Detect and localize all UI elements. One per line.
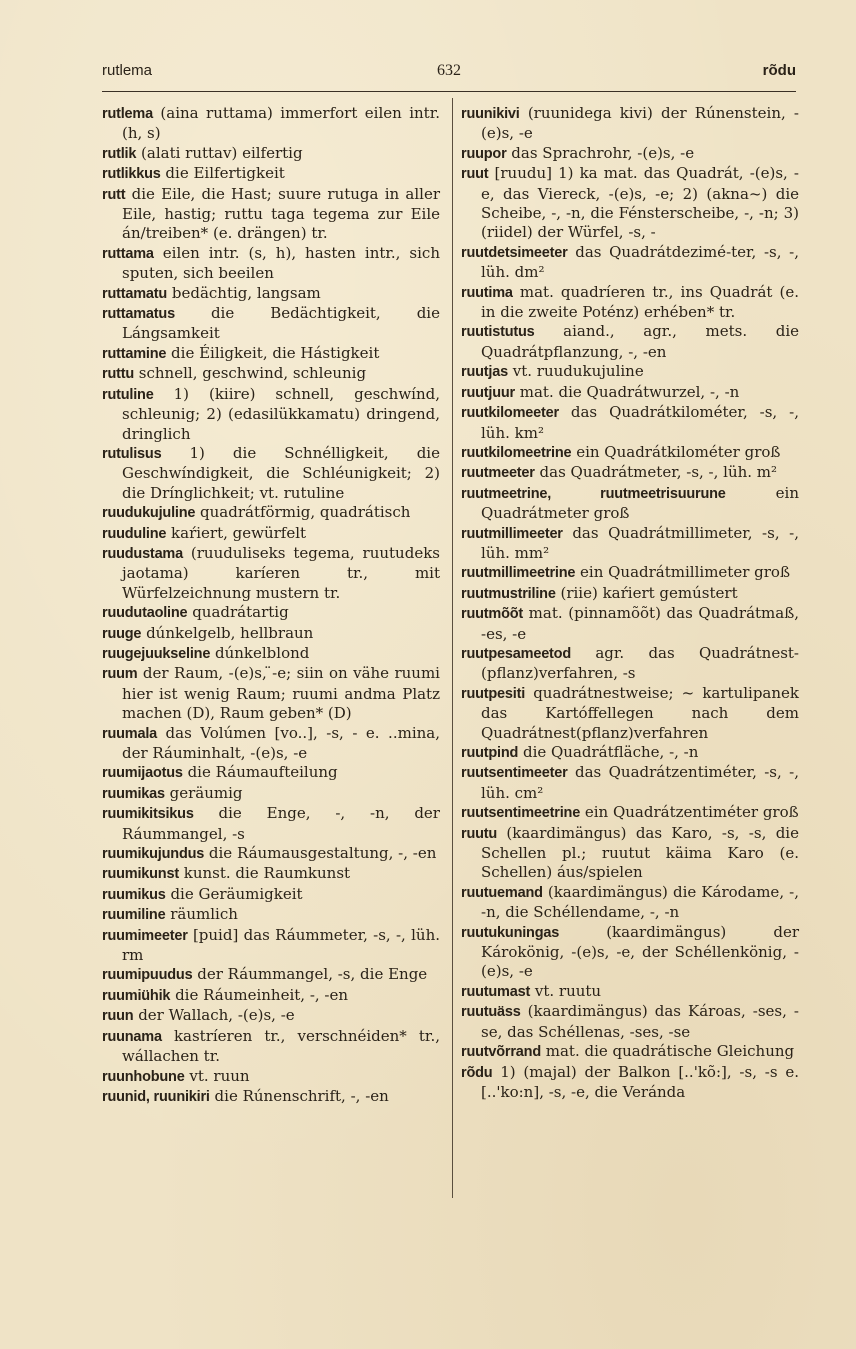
dictionary-entry: ruuduline kaŕiert, gewürfelt — [102, 523, 307, 542]
dictionary-entry: ruumipuudus der Ráummangel, -s, die Enge — [102, 965, 428, 984]
left-column — [102, 104, 440, 1107]
header-rule — [102, 91, 796, 92]
dictionary-entry: rutt die Eile, die Hast; suure rutuga in aller Eile, hastig; ruttu taga tegema zur Eile án/treiben* (e. drängen) tr. — [102, 184, 440, 243]
dictionary-entry: ruutmeetrine, ruutmeetrisuurune ein Quadrátmeter groß — [461, 483, 799, 523]
dictionary-entry: ruutjas vt. ruudukujuline — [461, 362, 644, 381]
dictionary-entry: rutlikkus die Eilfertigkeit — [102, 164, 285, 183]
dictionary-entry: ruun der Wallach, -(e)s, -e — [102, 1006, 295, 1025]
dictionary-entry: ruttamine die Éiligkeit, die Hástigkeit — [102, 343, 380, 362]
dictionary-entry: ruutkilomeeter das Quadrátkilométer, -s, -, lüh. km² — [461, 403, 799, 442]
dictionary-entry: ruut [ruudu] 1) ka mat. das Quadrát, -(e)s, -e, das Viereck, -(e)s, -e; 2) (akna~) die Scheibe, -, -n, die Fénsterscheibe, -, -n; 3) (riidel) der Würfel, -s, - — [461, 164, 799, 242]
dictionary-entry: ruutjuur mat. die Quadrátwurzel, -, -n — [461, 382, 740, 401]
dictionary-entry: ruumikujundus die Ráumausgestaltung, -, -en — [102, 844, 437, 863]
guide-word-right: rõdu — [762, 62, 796, 79]
dictionary-entry: ruttu schnell, geschwind, schleunig — [102, 364, 367, 383]
dictionary-entry: rutlema (aina ruttama) immerfort eilen intr. (h, s) — [102, 104, 440, 143]
dictionary-entry: ruuge dúnkelgelb, hellbraun — [102, 623, 314, 642]
dictionary-entry: ruunhobune vt. ruun — [102, 1066, 250, 1085]
dictionary-entry: ruttamatus die Bedächtigkeit, die Lángsamkeit — [102, 304, 440, 343]
running-header — [102, 62, 796, 88]
dictionary-entry: ruutmillimeetrine ein Quadrátmillimeter groß — [461, 563, 790, 582]
dictionary-entry: ruutmõõt mat. (pinnamõõt) das Quadrátmaß, -es, -e — [461, 604, 799, 643]
dictionary-entry: ruutmustriline (riie) kaŕiert gemústert — [461, 583, 738, 602]
dictionary-entry: ruutmillimeeter das Quadrátmillimeter, -s, -, lüh. mm² — [461, 523, 799, 562]
dictionary-entry: rutulisus 1) die Schnélligkeit, die Geschwíndigkeit, die Schléunigkeit; 2) die Drínglichkeit; vt. rutuline — [102, 443, 440, 502]
dictionary-entry: rutlik (alati ruttav) eilfertig — [102, 143, 303, 162]
dictionary-entry: ruutu (kaardimängus) das Karo, -s, -s, die Schellen pl.; ruutut käima Karo (e. Schellen) áus/spielen — [461, 823, 799, 882]
dictionary-entry: ruumikus die Geräumigkeit — [102, 884, 303, 903]
dictionary-entry: ruumiühik die Ráumeinheit, -, -en — [102, 985, 349, 1004]
dictionary-entry: ruutsentimeeter das Quadrátzentiméter, -s, -, lüh. cm² — [461, 763, 799, 802]
dictionary-entry: ruudutaoline quadrátartig — [102, 603, 289, 622]
dictionary-entry: ruunikivi (ruunidega kivi) der Rúnenstein, -(e)s, -e — [461, 104, 799, 143]
dictionary-entry: ruttama eilen intr. (s, h), hasten intr., sich sputen, sich beeilen — [102, 243, 440, 283]
dictionary-entry: ruutsentimeetrine ein Quadrátzentiméter groß — [461, 803, 799, 822]
dictionary-entry: ruunama kastríeren tr., verschnéiden* tr., wállachen tr. — [102, 1026, 440, 1066]
dictionary-entry: ruutuäss (kaardimängus) das Károas, -ses, -se, das Schéllenas, -ses, -se — [461, 1002, 799, 1041]
dictionary-entry: ruudukujuline quadrátförmig, quadrátisch — [102, 503, 411, 522]
dictionary-entry: ruumala das Volúmen [vo..], -s, - e. ..mina, der Ráuminhalt, -(e)s, -e — [102, 723, 440, 762]
dictionary-entry: ruumikitsikus die Enge, -, -n, der Ráummangel, -s — [102, 804, 440, 843]
dictionary-entry: ruutpind die Quadrátfläche, -, -n — [461, 743, 699, 761]
dictionary-entry: ruumijaotus die Ráumaufteilung — [102, 763, 338, 782]
right-column — [461, 104, 799, 1102]
dictionary-entry: ruutpesiti quadrátnestweise; ~ kartulipanek das Kartóffellegen nach dem Quadrátnest(pflanz)verfahren — [461, 683, 799, 742]
dictionary-entry: ruumikas geräumig — [102, 783, 243, 802]
dictionary-entry: ruutima mat. quadríeren tr., ins Quadrát (e. in die zweite Poténz) erhében* tr. — [461, 282, 799, 322]
dictionary-entry: ruutkilomeetrine ein Quadrátkilométer groß — [461, 442, 781, 461]
dictionary-entry: ruutumast vt. ruutu — [461, 981, 602, 1000]
dictionary-entry: rutuline 1) (kiire) schnell, geschwínd, schleunig; 2) (edasilükkamatu) dringend, dringlich — [102, 384, 440, 443]
dictionary-entry: ruutpesameetod agr. das Quadrátnest-(pflanz)verfahren, -s — [461, 643, 799, 683]
guide-word-left: rutlema — [102, 62, 153, 79]
dictionary-entry: ruutuemand (kaardimängus) die Károdame, -, -n, die Schéllendame, -, -n — [461, 882, 799, 922]
dictionary-entry: ruudustama (ruuduliseks tegema, ruutudeks jaotama) karíeren tr., mit Würfelzeichnung mustern tr. — [102, 543, 440, 602]
dictionary-entry: ruugejuukseline dúnkelblond — [102, 643, 310, 662]
dictionary-entry: rõdu 1) (majal) der Balkon [..'kõ:], -s, -s e. [..'ko:n], -s, -e, die Veránda — [461, 1062, 799, 1101]
dictionary-entry: ruupor das Sprachrohr, -(e)s, -e — [461, 143, 695, 162]
page-number: 632 — [437, 62, 461, 79]
column-divider — [452, 98, 453, 1198]
dictionary-entry: ruutukuningas (kaardimängus) der Károkönig, -(e)s, -e, der Schéllenkönig, -(e)s, -e — [461, 922, 799, 981]
dictionary-entry: ruum der Raum, -(e)s, ̈-e; siin on vähe ruumi hier ist wenig Raum; ruumi andma Platz machen (D), Raum geben* (D) — [102, 664, 440, 723]
dictionary-entry: ruutmeeter das Quadrátmeter, -s, -, lüh. m² — [461, 463, 778, 482]
dictionary-entry: ruutistutus aiand., agr., mets. die Quadrátpflanzung, -, -en — [461, 322, 799, 361]
dictionary-entry: ruumiline räumlich — [102, 905, 238, 924]
dictionary-entry: ruumimeeter [puid] das Ráummeter, -s, -, lüh. rm — [102, 925, 440, 965]
dictionary-entry: ruttamatu bedächtig, langsam — [102, 283, 321, 302]
dictionary-entry: ruunid, ruunikiri die Rúnenschrift, -, -en — [102, 1086, 389, 1105]
dictionary-entry: ruutdetsimeeter das Quadrátdezimé-ter, -s, -, lüh. dm² — [461, 242, 799, 282]
dictionary-entry: ruutvõrrand mat. die quadrátische Gleichung — [461, 1042, 795, 1061]
dictionary-entry: ruumikunst kunst. die Raumkunst — [102, 864, 351, 883]
